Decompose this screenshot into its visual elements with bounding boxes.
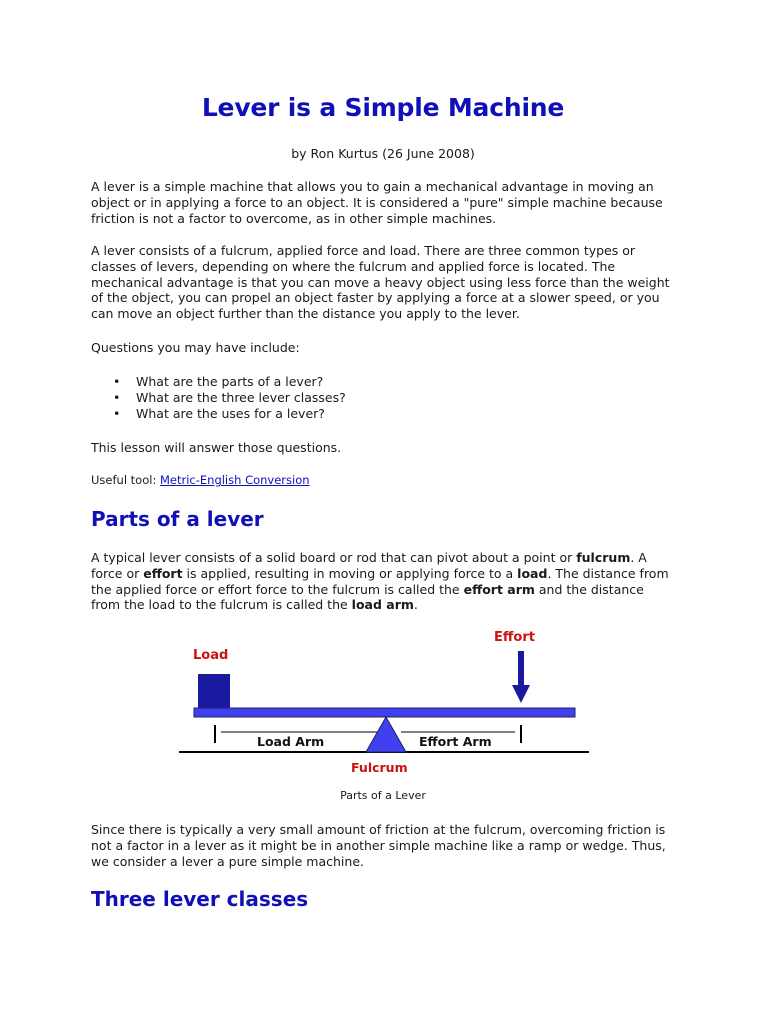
intro-paragraph-1: A lever is a simple machine that allows you to gain a mechanical advantage in moving an object or in applying a force to an object. It is considered a "pure" simple machine because friction is not a factor to overcome, as in other simple machines. (91, 179, 663, 226)
effort-arm-label: Effort Arm (419, 734, 492, 749)
intro-paragraph-2: A lever consists of a fulcrum, applied force and load. There are three common types or classes of levers, depending on where the fulcrum and applied force is located. The mechanical advantage is that you can move a heavy object using less force than the weight of the object, you can propel an object faster by applying a force at a slower speed, or you can move an object further than the distance you apply to the lever. (91, 243, 670, 322)
useful-tool-label: Useful tool: (91, 473, 160, 487)
friction-paragraph: Since there is typically a very small amount of friction at the fulcrum, overcoming friction is not a factor in a lever as it might be in another simple machine like a ramp or wedge. Thus, we consider a lever a pure simple machine. (91, 822, 666, 869)
metric-english-conversion-link[interactable]: Metric-English Conversion (159, 473, 310, 487)
load-label: Load (193, 648, 229, 663)
questions-list (91, 374, 675, 421)
list-item: • What are the parts of a lever? (91, 374, 675, 390)
lever-beam (194, 708, 575, 717)
page-title: Lever is a Simple Machine (201, 93, 565, 122)
parts-paragraph: A typical lever consists of a solid board or rod that can pivot about a point or fulcrum. A force or effort is applied, resulting in moving or applying force to a load. The distance from the applied force or effort force to the fulcrum is called the effort arm and the distance from the load to the fulcrum is called the load arm. (91, 550, 669, 613)
byline: by Ron Kurtus (26 June 2008) (291, 146, 475, 161)
load-arm-label: Load Arm (257, 734, 325, 749)
answer-line: This lesson will answer those questions. (91, 440, 342, 455)
load-block (198, 674, 230, 708)
section-heading-classes: Three lever classes (91, 887, 309, 911)
figure-caption: Parts of a Lever (340, 789, 426, 802)
effort-label: Effort (494, 630, 535, 645)
effort-arrow-head (512, 685, 530, 703)
useful-tool (91, 473, 675, 489)
fulcrum-triangle (366, 717, 406, 752)
lever-diagram (179, 622, 679, 777)
fulcrum-label: Fulcrum (351, 760, 408, 775)
list-item: • What are the three lever classes? (91, 390, 675, 406)
questions-intro: Questions you may have include: (91, 340, 300, 355)
list-item: • What are the uses for a lever? (91, 406, 675, 422)
section-heading-parts: Parts of a lever (91, 507, 264, 531)
effort-arrow-shaft (518, 651, 524, 689)
